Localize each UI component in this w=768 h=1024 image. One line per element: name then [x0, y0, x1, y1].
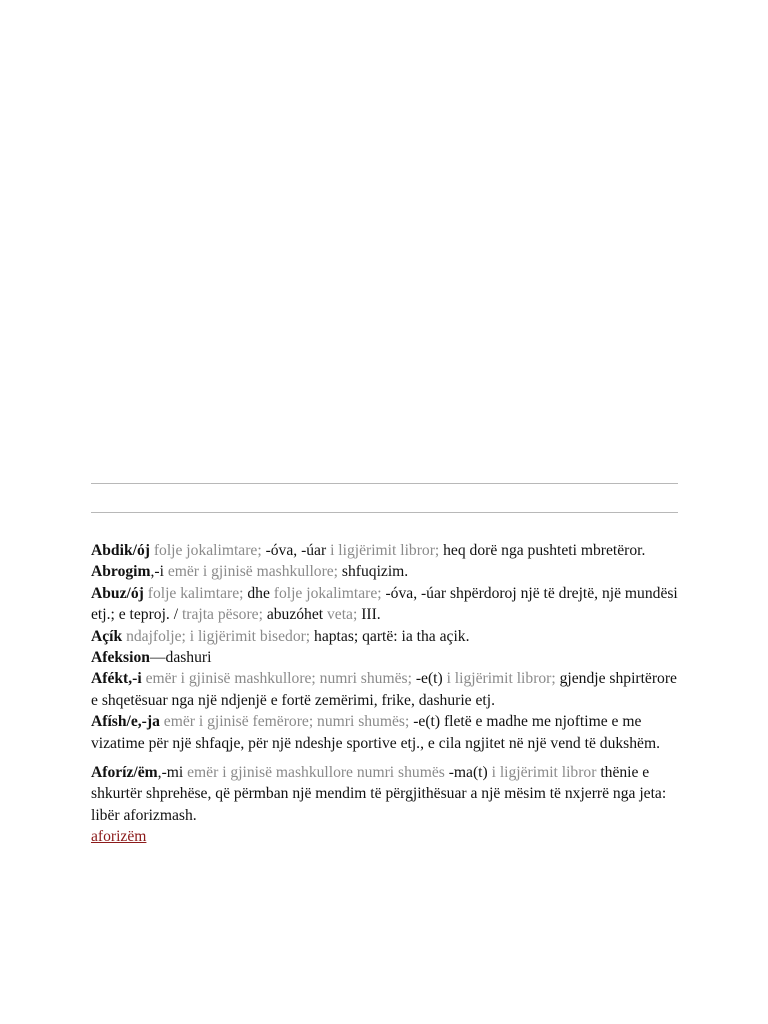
entry-abuzoj — [91, 583, 681, 626]
definition-text: gjendje shpirtërore e shqetësuar nga një ndjenjë e fortë zemërimi, frike, dashurie etj. — [91, 670, 677, 709]
entry-headword: Açík — [91, 627, 123, 645]
definition-text: -óva, -úar shpërdoroj një të drejtë, një mundësi etj.; e teproj. / — [91, 584, 678, 624]
definition-text: -óva, -úar — [265, 542, 331, 559]
definition-text: thënie e shkurtër shprehëse, që përmban një mendim të përgjithësuar a një mësim të nxjerrë nga jeta: libër aforizmash. — [91, 764, 667, 824]
entry-afishe — [91, 711, 681, 754]
grammar-note: folje jokalimtare; — [273, 584, 386, 602]
entry-link-line — [91, 826, 681, 847]
entry-aforizem — [91, 762, 681, 826]
entry-headword: Afékt,-i — [91, 670, 142, 688]
definition-text: ,-i — [150, 563, 168, 581]
grammar-note: folje jokalimtare; — [149, 542, 266, 559]
entry-headword: Abuz/ój — [91, 584, 144, 602]
definition-text: heq dorë nga pushteti mbretëror. — [443, 542, 646, 559]
entry-afekt — [91, 668, 681, 711]
definition-text: dhe — [247, 584, 274, 602]
entry-afeksion — [91, 647, 681, 668]
entry-abrogim — [91, 561, 681, 582]
definition-text: -e(t) — [415, 670, 447, 688]
entry-abdikoj — [91, 540, 681, 561]
grammar-note: i ligjërimit libror; — [446, 670, 560, 688]
definition-text: -ma(t) — [448, 764, 492, 782]
grammar-note: trajta pësore; — [181, 606, 267, 624]
definition-text: -e(t) fletë e madhe me njoftime e me vizatime për një shfaqje, për një ndeshje sportive etj., e cila ngjitet në një vend të dukshëm. — [91, 713, 660, 752]
entry-headword: Afeksion — [91, 649, 150, 667]
entry-headword: Afísh/e,-ja — [91, 713, 160, 731]
definition-text: haptas; qartë: ia tha açik. — [314, 627, 470, 645]
definition-text: shfuqizim. — [341, 563, 409, 581]
entry-headword: Aforíz/ëm — [91, 764, 158, 782]
grammar-note: emër i gjinisë mashkullore; — [167, 563, 342, 581]
dictionary-entries — [91, 540, 681, 848]
definition-text: —dashuri — [149, 649, 212, 667]
aforizem-link[interactable]: aforizëm — [91, 828, 147, 846]
entry-acik — [91, 626, 681, 647]
grammar-note: emër i gjinisë mashkullore numri shumës — [187, 764, 449, 782]
grammar-note: folje kalimtare; — [143, 584, 248, 602]
grammar-note: emër i gjinisë femërore; numri shumës; — [159, 713, 414, 731]
definition-text: abuzóhet — [266, 606, 327, 624]
grammar-note: i ligjërimit libror — [491, 764, 601, 782]
definition-text: III. — [361, 606, 381, 624]
grammar-note: ndajfolje; i ligjërimit bisedor; — [122, 627, 315, 645]
divider-top — [91, 483, 678, 484]
divider-bottom — [91, 512, 678, 513]
definition-text: ,-mi — [157, 764, 188, 782]
grammar-note: veta; — [327, 606, 362, 624]
grammar-note: emër i gjinisë mashkullore; numri shumës; — [141, 670, 416, 688]
grammar-note: i ligjërimit libror; — [330, 542, 444, 559]
entry-headword: Abrogim — [91, 563, 151, 581]
entry-headword: Abdik/ój — [91, 542, 150, 559]
